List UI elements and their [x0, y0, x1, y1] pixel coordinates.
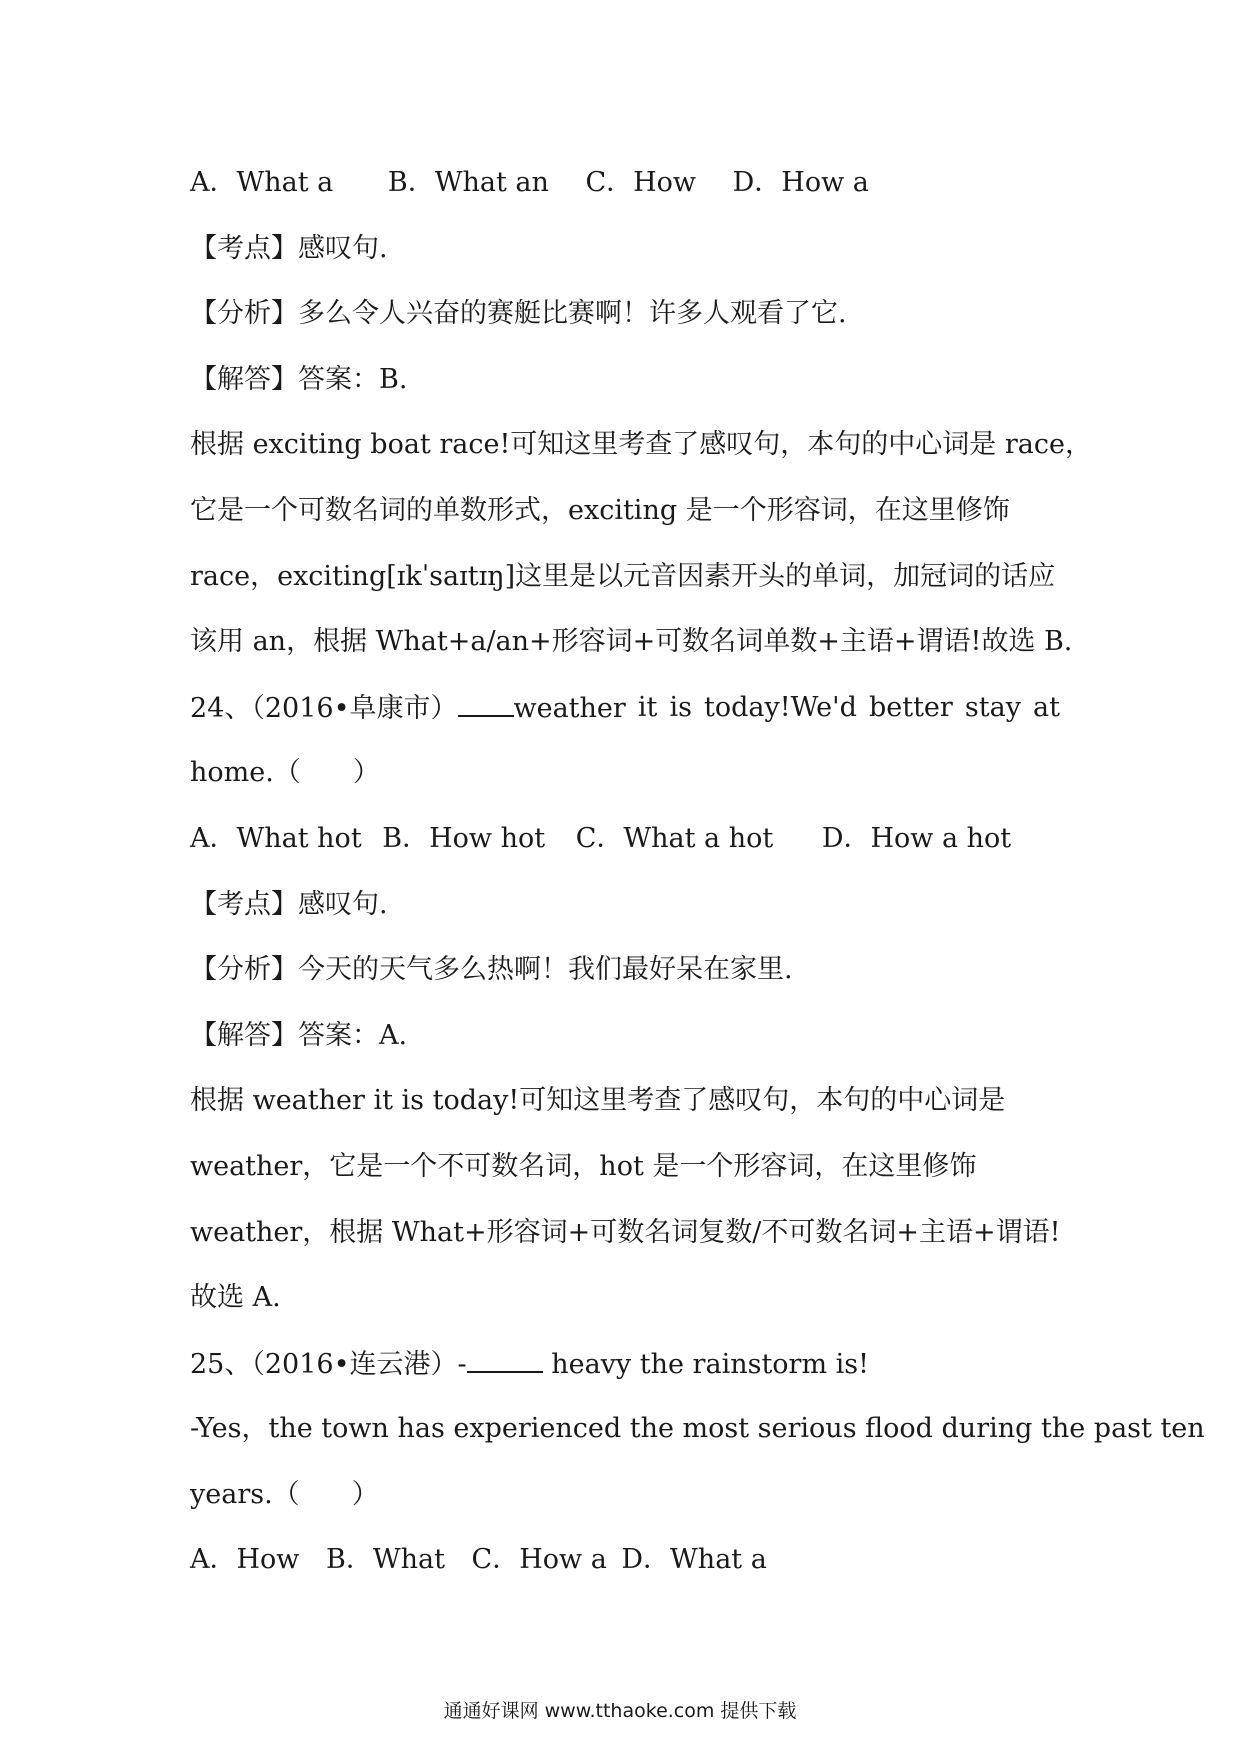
q25-stem-line-3-text: years.（ [190, 1478, 300, 1510]
q24-explain-line-3: weather，根据 What+形容词+可数名词复数/不可数名词+主语+谓语! [190, 1216, 1061, 1248]
q25-option-a: A．How [190, 1544, 300, 1576]
q25-stem-prefix: 25、（2016•连云港）- [190, 1348, 467, 1380]
q24-fenxi: 【分析】今天的天气多么热啊！我们最好呆在家里. [190, 954, 793, 986]
q25-options [190, 1537, 1060, 1603]
q25-stem-suffix: heavy the rainstorm is! [542, 1348, 869, 1380]
q24-option-d: D．How a hot [821, 822, 1012, 854]
q24-answer-blank [458, 685, 514, 717]
q23-option-d: D．How a [732, 167, 869, 198]
q23-explain-line-3: race，exciting[ɪkˈsaɪtɪŋ]这里是以元音因素开头的单词，加冠词的话应 [190, 560, 1056, 592]
q25-stem-line-3 [190, 1472, 1060, 1538]
document-body [190, 160, 1205, 1603]
q24-stem-word-4: today!We'd [704, 691, 857, 723]
q24-option-a: A．What hot [190, 822, 362, 854]
q24-stem-line-2-text: home.（ [190, 757, 301, 789]
q24-options [190, 816, 1060, 882]
q24-stem-word-1: weather [513, 692, 626, 724]
q24-explain-line-4: 故选 A. [190, 1282, 281, 1314]
q23-kaodian: 【考点】感叹句. [190, 232, 388, 264]
q25-option-c: C．How a [471, 1544, 607, 1576]
q24-stem-word-2: it [637, 691, 658, 723]
q24-paren-close: ） [352, 757, 380, 789]
q25-stem-line-2: -Yes，the town has experienced the most serious flood during the past ten [190, 1413, 1205, 1445]
q24-kaodian: 【考点】感叹句. [190, 888, 388, 920]
q25-paren-close: ） [351, 1478, 379, 1510]
q24-stem-word-3: is [669, 691, 692, 723]
q25-stem-line-1 [190, 1341, 1060, 1407]
q24-explain-line-2: weather，它是一个不可数名词，hot 是一个形容词，在这里修饰 [190, 1150, 977, 1182]
q24-option-c: C．What a hot [575, 822, 774, 854]
q24-stem-word-5: better [868, 691, 953, 723]
q24-stem-line-1 [190, 685, 1060, 751]
q24-stem-word-7: at [1033, 691, 1060, 723]
q23-fenxi: 【分析】多么令人兴奋的赛艇比赛啊！许多人观看了它. [190, 298, 847, 330]
q25-option-d: D．What a [621, 1544, 767, 1576]
q23-jieda: 【解答】答案：B. [190, 363, 408, 395]
q23-explain-line-4: 该用 an，根据 What+a/an+形容词+可数名词单数+主语+谓语!故选 B. [190, 626, 1073, 658]
q23-option-b: B．What an [387, 167, 549, 198]
q25-option-b: B．What [326, 1544, 445, 1576]
q25-answer-blank [467, 1341, 543, 1373]
q24-stem-line-2 [190, 750, 1060, 816]
q24-jieda: 【解答】答案：A. [190, 1019, 408, 1051]
q24-explain-line-1: 根据 weather it is today!可知这里考查了感叹句，本句的中心词是 [190, 1085, 1006, 1117]
q23-explain-line-1: 根据 exciting boat race!可知这里考查了感叹句，本句的中心词是 race， [190, 429, 1092, 461]
q24-stem-word-6: stay [964, 691, 1021, 723]
q23-option-a: A．What a [190, 167, 334, 198]
q24-option-b: B．How hot [382, 822, 546, 854]
q24-stem-prefix-group [190, 685, 626, 751]
q23-explain-line-2: 它是一个可数名词的单数形式，exciting 是一个形容词，在这里修饰 [190, 494, 1010, 526]
q23-option-c: C．How [585, 167, 697, 198]
page-footer: 通通好课网 www.tthaoke.com 提供下载 [443, 1700, 797, 1722]
q23-options [190, 160, 1060, 226]
q24-stem-prefix: 24、（2016•阜康市） [190, 692, 458, 724]
